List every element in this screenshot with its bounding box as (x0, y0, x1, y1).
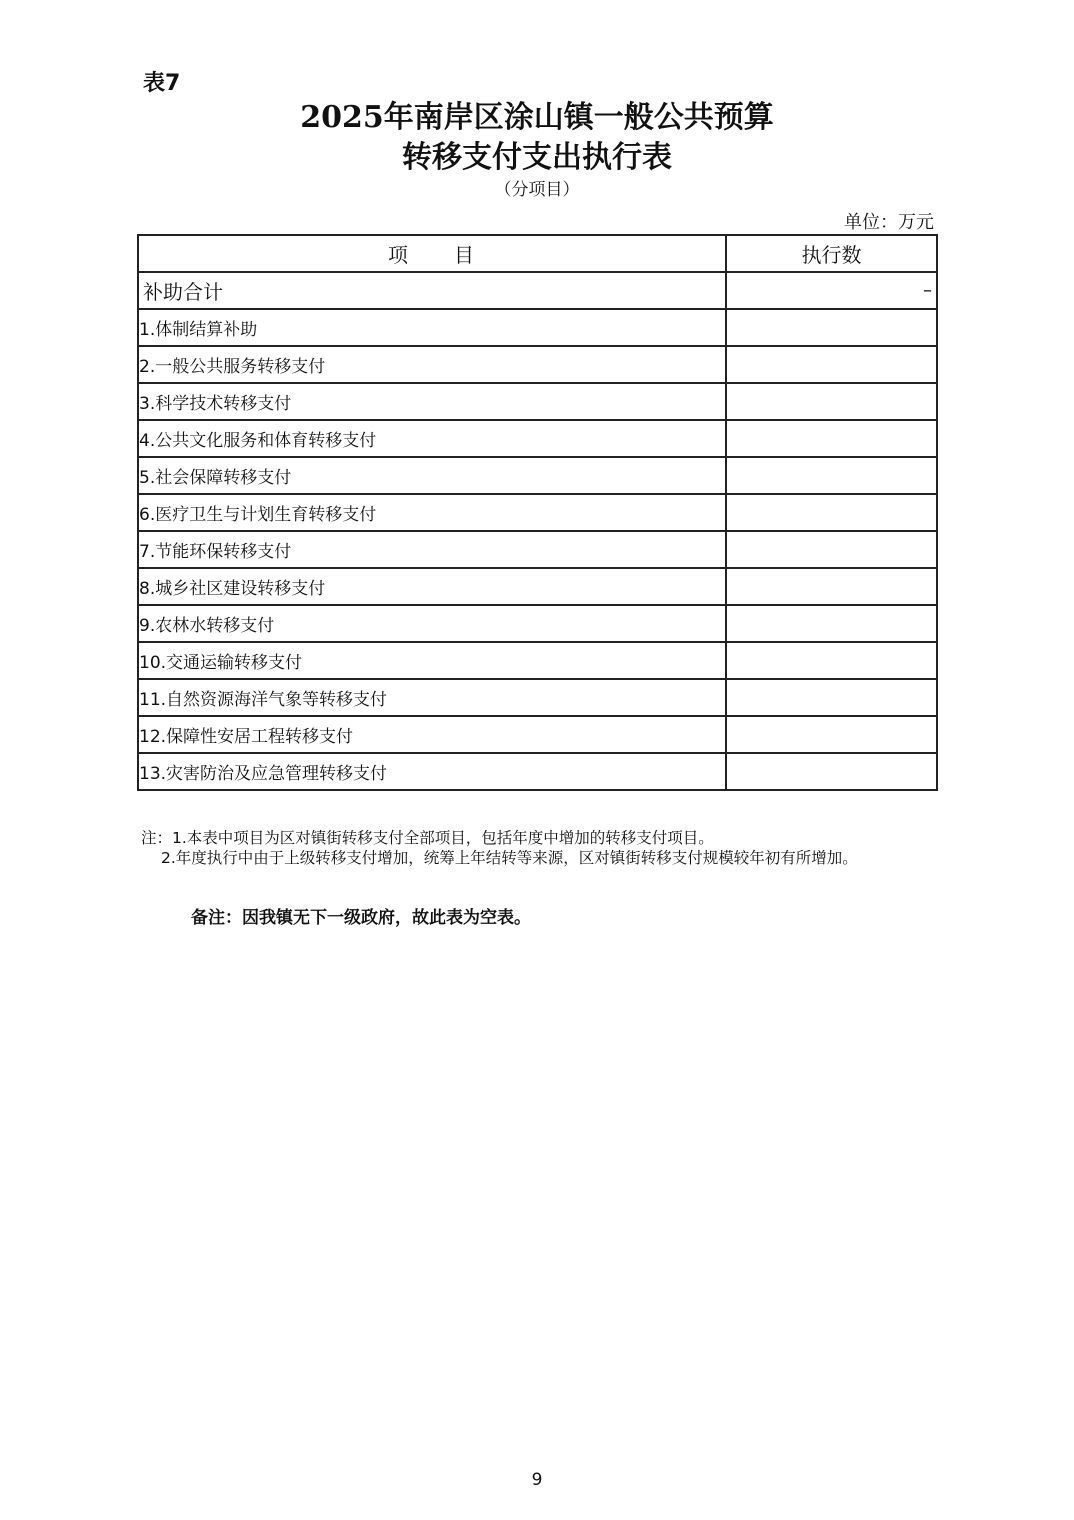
page-title-line1: 2025年南岸区涂山镇一般公共预算 (300, 100, 774, 135)
row-label: 8.城乡社区建设转移支付 (138, 568, 726, 605)
row-label: 10.交通运输转移支付 (138, 642, 726, 679)
row-value (726, 494, 937, 531)
row-label: 7.节能环保转移支付 (138, 531, 726, 568)
note-line-1: 注：1.本表中项目为区对镇街转移支付全部项目，包括年度中增加的转移支付项目。 (141, 829, 714, 847)
row-label: 4.公共文化服务和体育转移支付 (138, 420, 726, 457)
total-value: – (726, 272, 937, 309)
table-row (138, 531, 937, 568)
row-value (726, 716, 937, 753)
row-label: 2.一般公共服务转移支付 (138, 346, 726, 383)
row-value (726, 420, 937, 457)
page-title-line2: 转移支付支出执行表 (402, 140, 672, 175)
table-row (138, 494, 937, 531)
row-value (726, 642, 937, 679)
table-row (138, 383, 937, 420)
table-row (138, 568, 937, 605)
row-value (726, 383, 937, 420)
row-label: 13.灾害防治及应急管理转移支付 (138, 753, 726, 790)
table-row (138, 309, 937, 346)
table-row (138, 753, 937, 790)
table-row (138, 457, 937, 494)
page-number: 9 (531, 1470, 543, 1490)
table-row (138, 420, 937, 457)
title-block (0, 98, 1074, 202)
page-label: 表7 (143, 71, 181, 96)
total-label: 补助合计 (138, 272, 726, 309)
row-label: 6.医疗卫生与计划生育转移支付 (138, 494, 726, 531)
table-row (138, 716, 937, 753)
row-label: 11.自然资源海洋气象等转移支付 (138, 679, 726, 716)
page-subtitle: （分项目） (494, 180, 580, 200)
table-row (138, 642, 937, 679)
table-row (138, 679, 937, 716)
row-value (726, 753, 937, 790)
row-label: 3.科学技术转移支付 (138, 383, 726, 420)
header-item: 项 目 (138, 235, 726, 272)
row-value (726, 457, 937, 494)
row-value (726, 605, 937, 642)
row-value (726, 531, 937, 568)
row-value (726, 309, 937, 346)
row-value (726, 568, 937, 605)
notes (141, 828, 936, 868)
row-value (726, 679, 937, 716)
remark: 备注：因我镇无下一级政府，故此表为空表。 (191, 908, 531, 928)
table-row (138, 605, 937, 642)
row-value (726, 346, 937, 383)
row-label: 9.农林水转移支付 (138, 605, 726, 642)
row-label: 1.体制结算补助 (138, 309, 726, 346)
table-row (138, 346, 937, 383)
row-label: 5.社会保障转移支付 (138, 457, 726, 494)
unit-label: 单位：万元 (844, 212, 934, 233)
note-line-2: 2.年度执行中由于上级转移支付增加，统筹上年结转等来源，区对镇街转移支付规模较年初有所增加。 (161, 849, 858, 867)
budget-table (137, 234, 938, 791)
row-label: 12.保障性安居工程转移支付 (138, 716, 726, 753)
header-value: 执行数 (726, 235, 937, 272)
table-header-row (138, 235, 937, 272)
table-row-total (138, 272, 937, 309)
